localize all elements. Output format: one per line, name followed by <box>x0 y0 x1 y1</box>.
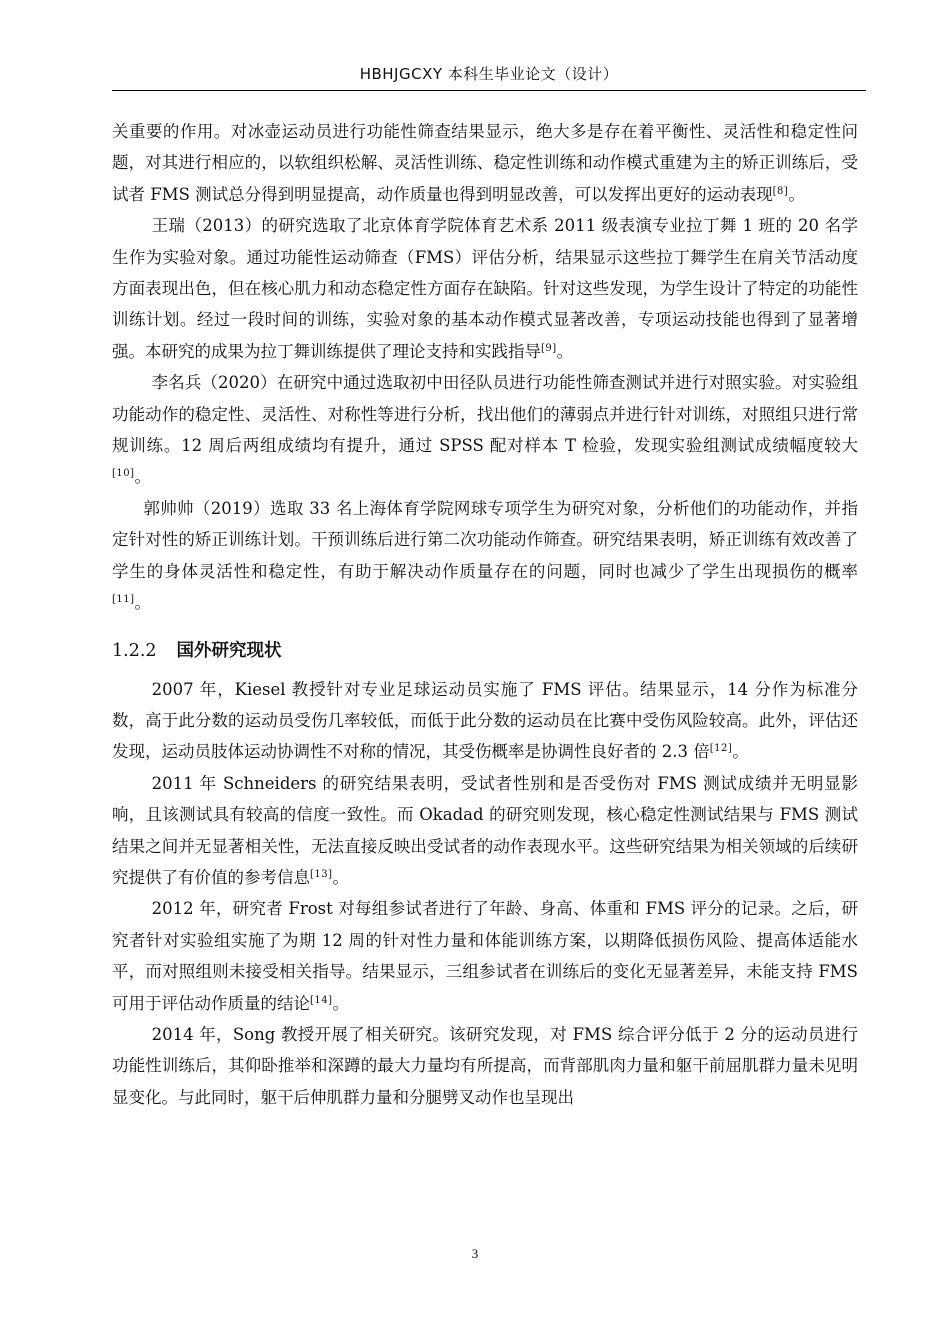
body-text <box>112 116 858 1113</box>
paragraph-frost <box>112 893 858 1019</box>
paragraph-end: 。 <box>332 993 350 1013</box>
citation: [9] <box>541 342 557 354</box>
paragraph-wang-rui <box>112 210 858 367</box>
running-header: HBHJGCXY 本科生毕业论文（设计） <box>359 65 619 83</box>
citation: [8] <box>772 185 789 197</box>
paragraph-continuation <box>112 116 858 210</box>
paragraph-end: 。 <box>134 467 152 487</box>
citation: [14] <box>310 994 333 1006</box>
paragraph-li-mingbing <box>112 367 858 493</box>
citation: [12] <box>709 743 733 755</box>
paragraph-text: 郭帅帅（2019）选取 33 名上海体育学院网球专项学生为研究对象，分析他们的功能动作，并指定针对性的矫正训练计划。干预训练后进行第二次功能动作筛查。研究结果表明，矫正训练有效改善了学生的身体灵活性和稳定性，有助于解决动作质量存在的问题，同时也减少了学生出现损伤的概率 <box>112 498 858 581</box>
paragraph-end: 。 <box>732 742 749 762</box>
paragraph-end: 。 <box>134 593 152 613</box>
paragraph-kiesel <box>112 674 858 768</box>
paragraph-song <box>112 1019 858 1113</box>
paragraph-end: 。 <box>788 184 805 204</box>
paragraph-end: 。 <box>332 867 350 887</box>
paragraph-text: 2011 年 Schneiders 的研究结果表明，受试者性别和是否受伤对 FMS 测试成绩并无明显影响，且该测试具有较高的信度一致性。而 Okadad 的研究则发现，核心稳定性测试结果与 FMS 测试结果之间并无显著相关性，无法直接反映出受试者的动作表现水平。这些研究结果为相关领域的后续研究提供了有价值的参考信息 <box>112 773 858 887</box>
citation: [10] <box>112 468 135 480</box>
page-number: 3 <box>471 1246 479 1261</box>
citation: [13] <box>310 868 333 880</box>
paragraph-text: 2012 年，研究者 Frost 对每组参试者进行了年龄、身高、体重和 FMS 评分的记录。之后，研究者针对实验组实施了为期 12 周的针对性力量和体能训练方案，以期降低损伤风险、提高体适能水平，而对照组则未接受相关指导。结果显示，三组参试者在训练后的变化无显著差异，未能支持 FMS 可用于评估动作质量的结论 <box>112 899 858 1013</box>
section-number: 1.2.2 <box>112 640 157 661</box>
paragraph-end: 。 <box>556 341 574 361</box>
paragraph-text: 2014 年，Song 教授开展了相关研究。该研究发现，对 FMS 综合评分低于 2 分的运动员进行功能性训练后，其仰卧推举和深蹲的最大力量均有所提高，而背部肌肉力量和躯干前屈肌群力量未见明显变化。与此同时，躯干后伸肌群力量和分腿劈叉动作也呈现出 <box>112 1024 859 1107</box>
paragraph-text: 李名兵（2020）在研究中通过选取初中田径队员进行功能性筛查测试并进行对照实验。对实验组功能动作的稳定性、灵活性、对称性等进行分析，找出他们的薄弱点并进行针对训练，对照组只进行常规训练。12 周后两组成绩均有提升，通过 SPSS 配对样本 T 检验，发现实验组测试成绩幅度较大 <box>112 373 858 456</box>
citation: [11] <box>112 594 135 606</box>
paragraph-text: 王瑞（2013）的研究选取了北京体育学院体育艺术系 2011 级表演专业拉丁舞 1 班的 20 名学生作为实验对象。通过功能性运动筛查（FMS）评估分析，结果显示这些拉丁舞学生在肩关节活动度方面表现出色，但在核心肌力和动态稳定性方面存在缺陷。针对这些发现，为学生设计了特定的功能性训练计划。经过一段时间的训练，实验对象的基本动作模式显著改善，专项运动技能也得到了显著增强。本研究的成果为拉丁舞训练提供了理论支持和实践指导 <box>112 216 858 361</box>
section-heading <box>112 638 858 664</box>
section-title: 国外研究现状 <box>176 640 282 661</box>
paragraph-text: 2007 年，Kiesel 教授针对专业足球运动员实施了 FMS 评估。结果显示，14 分作为标准分数，高于此分数的运动员受伤几率较低，而低于此分数的运动员在比赛中受伤风险较高。此外，评估还发现，运动员肢体运动协调性不对称的情况，其受伤概率是协调性良好者的 2.3 倍 <box>112 679 858 762</box>
paragraph-schneiders <box>112 768 858 894</box>
header-divider <box>112 90 866 91</box>
paragraph-guo-shuaishuai <box>112 493 858 619</box>
paragraph-text: 关重要的作用。对冰壶运动员进行功能性筛查结果显示，绝大多是存在着平衡性、灵活性和稳定性问题，对其进行相应的，以软组织松解、灵活性训练、稳定性训练和动作模式重建为主的矫正训练后，受试者 FMS 测试总分得到明显提高，动作质量也得到明显改善，可以发挥出更好的运动表现 <box>112 122 858 204</box>
